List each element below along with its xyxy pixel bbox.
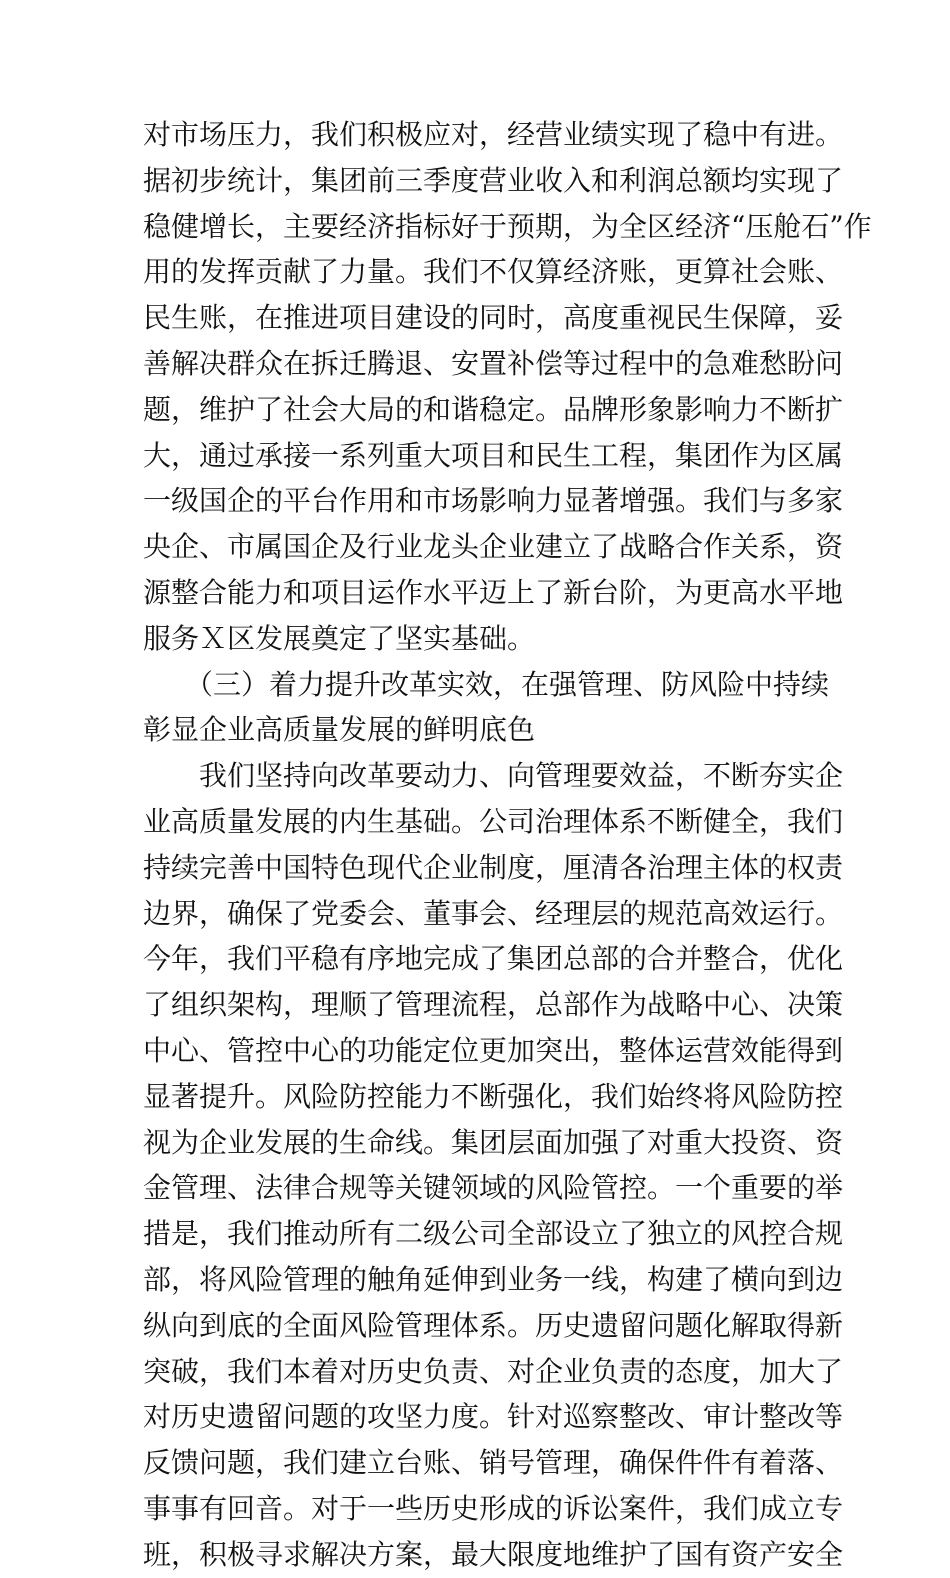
text-line: 稳健增长，主要经济指标好于预期，为全区经济“压舱石”作	[143, 209, 872, 243]
text-line: 纵向到底的全面风险管理体系。历史遗留问题化解取得新	[143, 1308, 844, 1342]
text-line: 事事有回音。对于一些历史形成的诉讼案件，我们成立专	[143, 1491, 844, 1525]
text-line: 中心、管控中心的功能定位更加突出，整体运营效能得到	[143, 1033, 844, 1067]
text-line: 边界，确保了党委会、董事会、经理层的规范高效运行。	[143, 896, 844, 930]
text-line: 措是，我们推动所有二级公司全部设立了独立的风控合规	[143, 1217, 844, 1251]
text-line: 反馈问题，我们建立台账、销号管理，确保件件有着落、	[143, 1446, 844, 1480]
text-line: 金管理、法律合规等关键领域的风险管控。一个重要的举	[143, 1171, 844, 1205]
text-line: 民生账，在推进项目建设的同时，高度重视民生保障，妥	[143, 301, 844, 335]
text-line: 今年，我们平稳有序地完成了集团总部的合并整合，优化	[143, 942, 844, 976]
text-line: 央企、市属国企及行业龙头企业建立了战略合作关系，资	[143, 530, 844, 564]
text-line: 视为企业发展的生命线。集团层面加强了对重大投资、资	[143, 1125, 844, 1159]
text-line: 业高质量发展的内生基础。公司治理体系不断健全，我们	[143, 804, 844, 838]
text-line: 班，积极寻求解决方案，最大限度地维护了国有资产安全	[143, 1537, 844, 1571]
text-line: 据初步统计，集团前三季度营业收入和利润总额均实现了	[143, 163, 844, 197]
text-line: 一级国企的平台作用和市场影响力显著增强。我们与多家	[143, 484, 844, 518]
text-line: 大，通过承接一系列重大项目和民生工程，集团作为区属	[143, 438, 844, 472]
document-body	[143, 112, 872, 1578]
section-heading-line: 彰显企业高质量发展的鲜明底色	[143, 713, 536, 747]
text-line: 部，将风险管理的触角延伸到业务一线，构建了横向到边	[143, 1262, 844, 1296]
text-line: 突破，我们本着对历史负责、对企业负责的态度，加大了	[143, 1354, 844, 1388]
text-line: 对市场压力，我们积极应对，经营业绩实现了稳中有进。	[143, 118, 844, 151]
text-line: 了组织架构，理顺了管理流程，总部作为战略中心、决策	[143, 988, 844, 1022]
text-line: 服务Ｘ区发展奠定了坚实基础。	[143, 621, 536, 655]
text-line: 我们坚持向改革要动力、向管理要效益，不断夯实企	[143, 759, 844, 793]
text-line: 源整合能力和项目运作水平迈上了新台阶，为更高水平地	[143, 575, 844, 609]
text-line: 对历史遗留问题的攻坚力度。针对巡察整改、审计整改等	[143, 1400, 844, 1434]
section-heading-line: （三）着力提升改革实效，在强管理、防风险中持续	[143, 667, 830, 701]
text-line: 用的发挥贡献了力量。我们不仅算经济账，更算社会账、	[143, 255, 844, 289]
text-line: 题，维护了社会大局的和谐稳定。品牌形象影响力不断扩	[143, 392, 844, 426]
text-line: 持续完善中国特色现代企业制度，厘清各治理主体的权责	[143, 850, 844, 884]
text-line: 显著提升。风险防控能力不断强化，我们始终将风险防控	[143, 1079, 844, 1113]
text-line: 善解决群众在拆迁腾退、安置补偿等过程中的急难愁盼问	[143, 346, 844, 380]
